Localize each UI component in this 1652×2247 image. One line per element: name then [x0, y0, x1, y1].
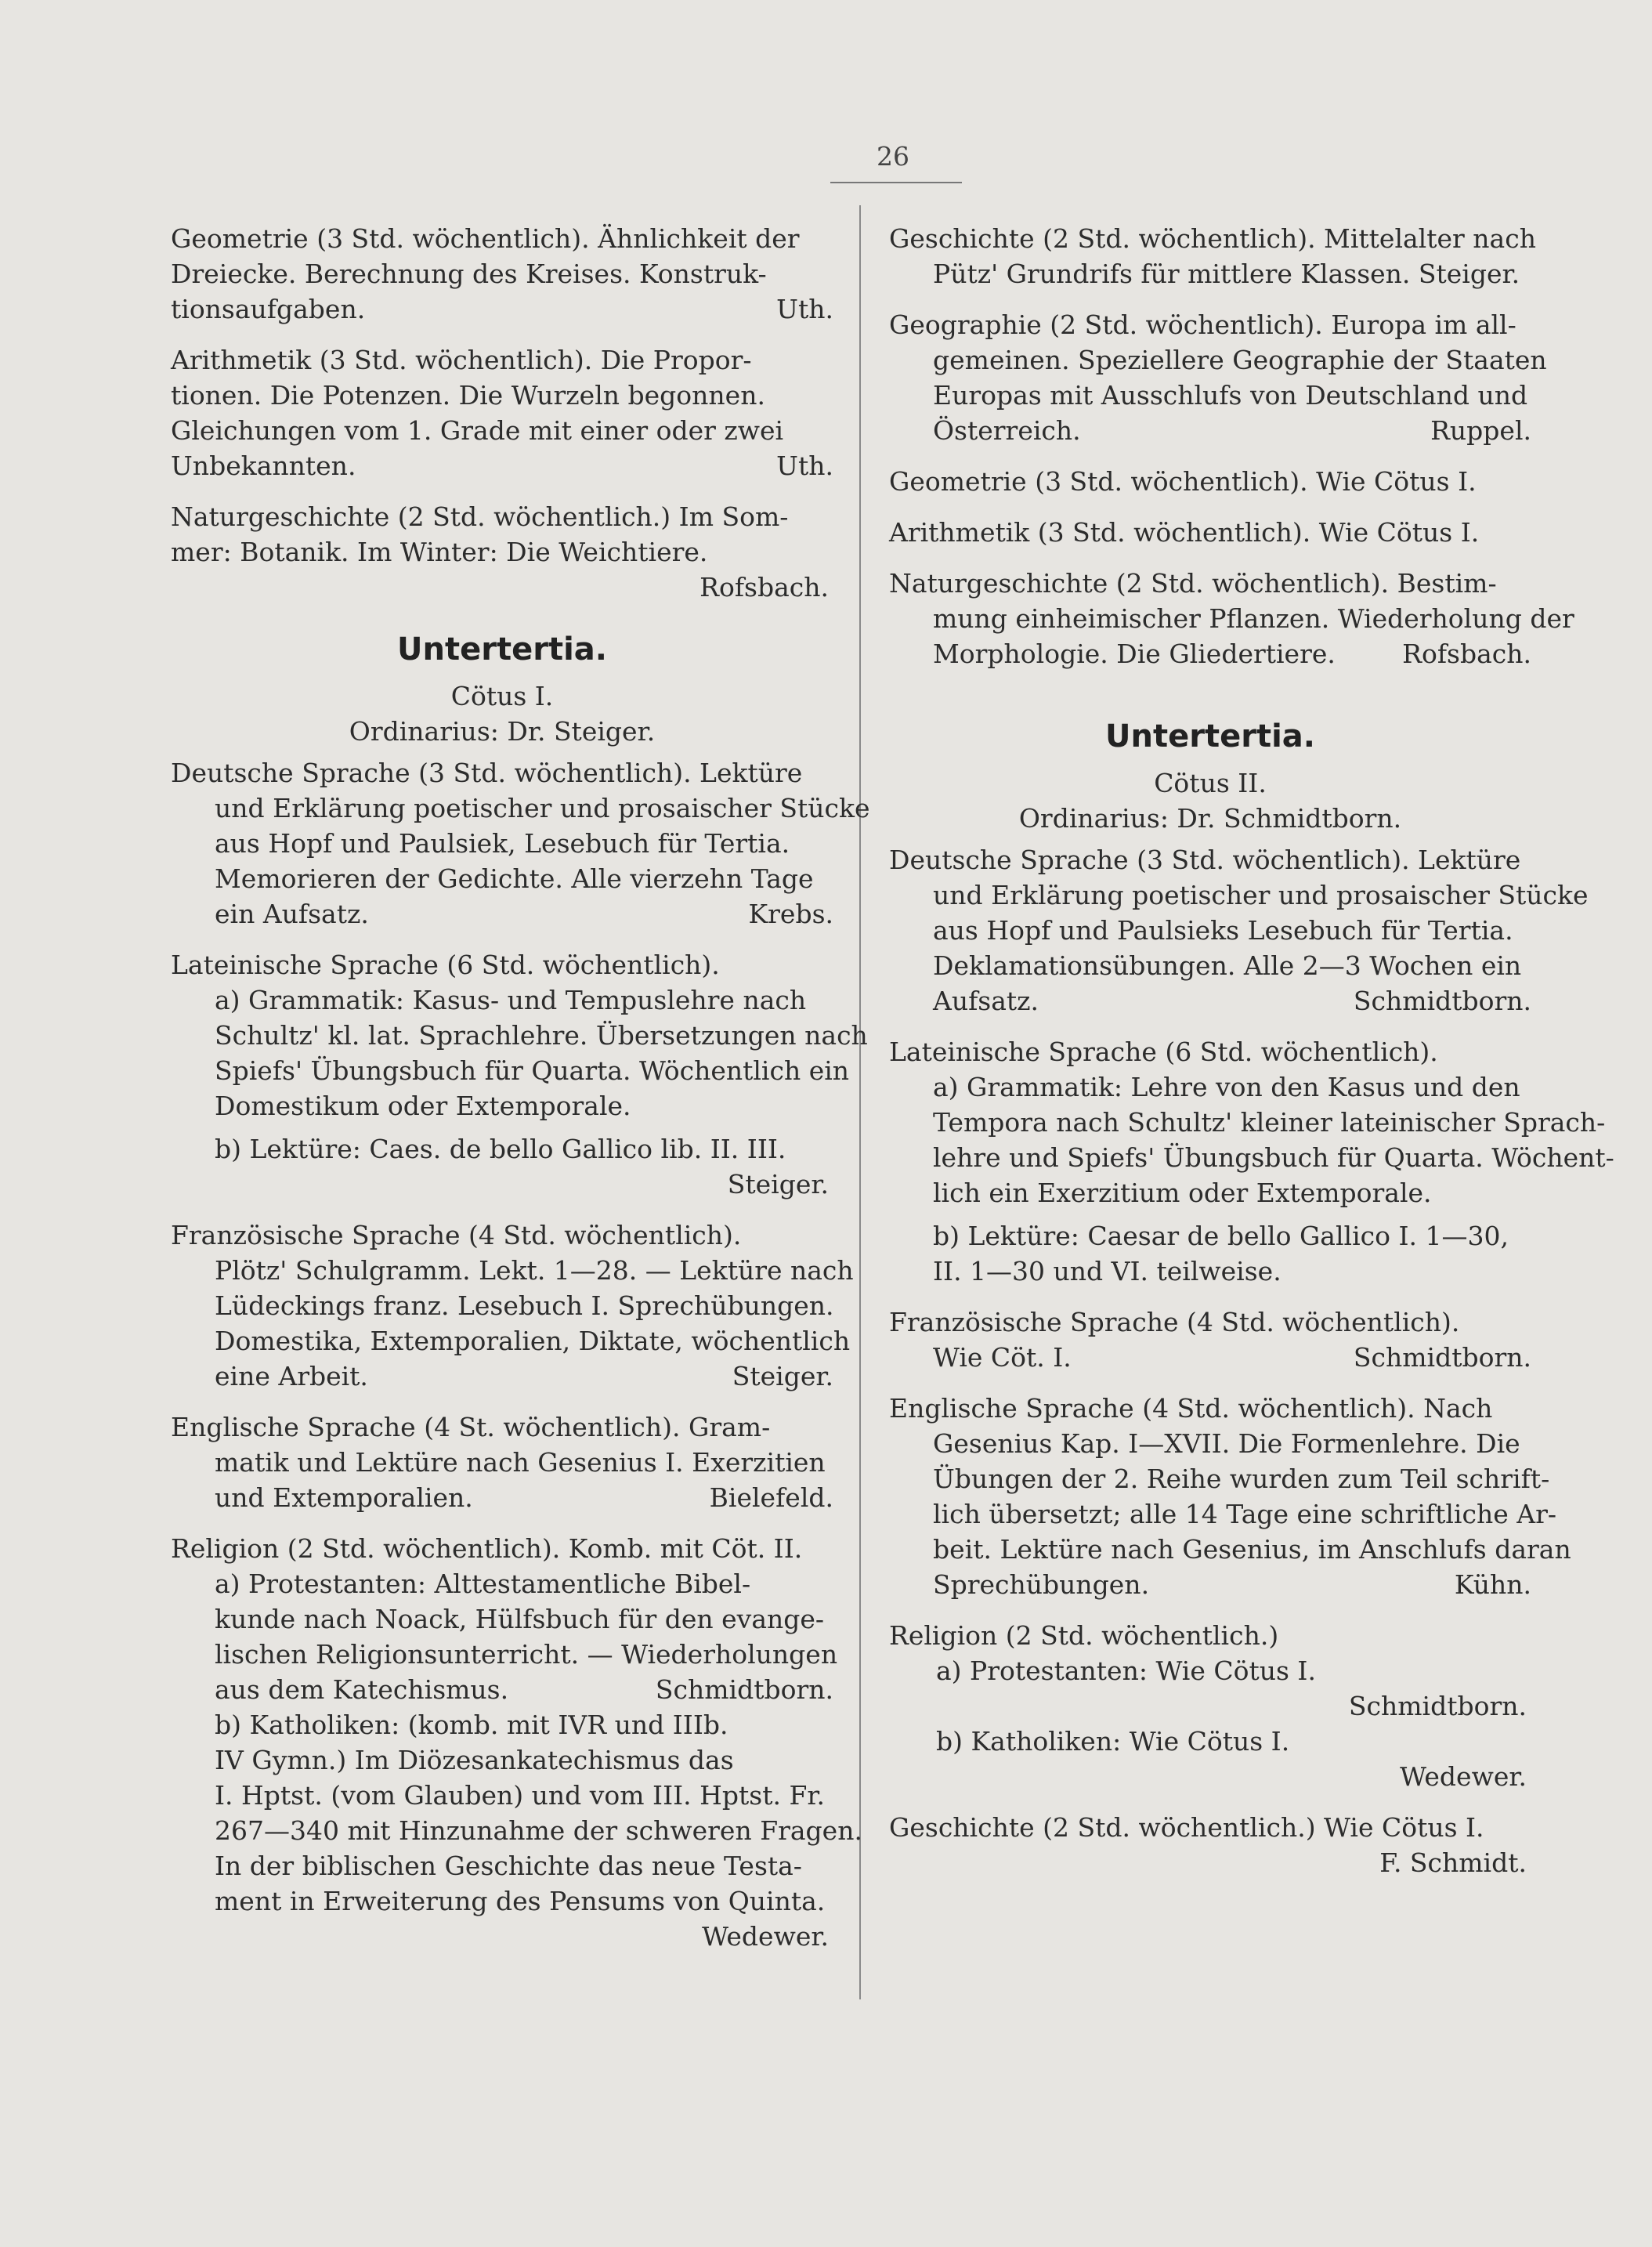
teacher-name: Rofsbach. — [699, 572, 829, 602]
right-geschichte2-entry: Geschichte (2 Std. wöchentlich.) Wie Cötus I. F. Schmidt. — [889, 1810, 1531, 1880]
coetus-label: Cötus II. — [1154, 768, 1267, 798]
right-religion-entry: Religion (2 Std. wöchentlich.) a) Protestanten: Wie Cötus I. Schmidtborn. b) Katholiken: Wie Cötus I. Wedewer. — [889, 1618, 1531, 1794]
section-title: Untertertia. — [397, 631, 607, 668]
page-number-rule — [830, 182, 962, 183]
left-naturgeschichte-entry: Naturgeschichte (2 Std. wöchentlich.) Im Som- mer: Botanik. Im Winter: Die Weichtiere. Rofsbach. — [171, 499, 833, 605]
left-religion-entry: Religion (2 Std. wöchentlich). Komb. mit Cöt. II. a) Protestanten: Alttestamentliche Bibel- kunde nach Noack, Hülfsbuch für den evange- lischen Religionsunterricht. — Wiederholungen aus dem Katechismus. Schmidtborn. b) Katholiken: (komb. mit IVR und IIIb. IV Gymn.) Im Diözesankatechismus das I. Hptst. (vom Glauben) und vom III. Hptst. Fr. 267—340 mit Hinzunahme der schweren Fragen. In der biblischen Geschichte das neue Testa- ment in Erweiterung des Pensums von Quinta. Wedewer. — [171, 1531, 833, 1954]
right-franzoesisch-entry: Französische Sprache (4 Std. wöchentlich). Wie Cöt. I. Schmidtborn. — [889, 1304, 1531, 1375]
right-geographie-entry: Geographie (2 Std. wöchentlich). Europa im all- gemeinen. Speziellere Geographie der Staaten Europas mit Ausschlufs von Deutschland und Österreich. Ruppel. — [889, 307, 1531, 448]
teacher-name: Uth. — [776, 450, 833, 481]
left-geometrie-entry: Geometrie (3 Std. wöchentlich). Ähnlichkeit der Dreiecke. Berechnung des Kreises. Konstruk- tionsaufgaben. Uth. — [171, 221, 833, 327]
teacher-name: Steiger. — [1418, 259, 1520, 289]
teacher-name: Steiger. — [727, 1169, 829, 1199]
teacher-name: Wedewer. — [702, 1921, 829, 1952]
right-column — [889, 221, 1614, 1896]
page-number: 26 — [877, 141, 909, 172]
right-geschichte-entry: Geschichte (2 Std. wöchentlich). Mittelalter nach Pütz' Grundrifs für mittlere Klassen. Steiger. — [889, 223, 1536, 289]
right-deutsch-entry: Deutsche Sprache (3 Std. wöchentlich). Lektüre und Erklärung poetischer und prosaischer Stücke aus Hopf und Paulsieks Lesebuch für Tertia. Deklamationsübungen. Alle 2—3 Wochen ein Aufsatz. Schmidtborn. — [889, 842, 1531, 1019]
right-geometrie-entry: Geometrie (3 Std. wöchentlich). Wie Cötus I. — [889, 466, 1477, 497]
teacher-name: Rofsbach. — [1402, 639, 1531, 669]
teacher-name: Wedewer. — [1400, 1761, 1527, 1792]
column-divider — [859, 205, 861, 1999]
teacher-name: Uth. — [776, 294, 833, 324]
left-arithmetik-entry: Arithmetik (3 Std. wöchentlich). Die Propor- tionen. Die Potenzen. Die Wurzeln begonnen. Gleichungen vom 1. Grade mit einer oder zwei Unbekannten. Uth. — [171, 342, 833, 483]
teacher-name: Schmidtborn. — [1353, 986, 1531, 1016]
left-franzoesisch-entry: Französische Sprache (4 Std. wöchentlich). Plötz' Schulgramm. Lekt. 1—28. — Lektüre nach Lüdeckings franz. Lesebuch I. Sprechübungen. Domestika, Extemporalien, Diktate, wöchentlich eine Arbeit. Steiger. — [171, 1218, 833, 1394]
teacher-name: Ruppel. — [1430, 415, 1531, 446]
left-englisch-entry: Englische Sprache (4 St. wöchentlich). Gram- matik und Lektüre nach Gesenius I. Exerzitien und Extemporalien. Bielefeld. — [171, 1409, 833, 1515]
ordinarius-line: Ordinarius: Dr. Schmidtborn. — [1018, 803, 1402, 834]
teacher-name: Steiger. — [732, 1361, 833, 1391]
teacher-name: Schmidtborn. — [655, 1674, 833, 1705]
left-latein-entry: Lateinische Sprache (6 Std. wöchentlich). a) Grammatik: Kasus- und Tempuslehre nach Schultz' kl. lat. Sprachlehre. Übersetzungen nach Spiefs' Übungsbuch für Quarta. Wöchentlich ein Domestikum oder Extemporale. b) Lektüre: Caes. de bello Gallico lib. II. III. Steiger. — [171, 947, 833, 1202]
teacher-name: Bielefeld. — [709, 1482, 833, 1513]
right-englisch-entry: Englische Sprache (4 Std. wöchentlich). Nach Gesenius Kap. I—XVII. Die Formenlehre. Die Übungen der 2. Reihe wurden zum Teil schrift- lich übersetzt; alle 14 Tage eine schriftliche Ar- beit. Lektüre nach Gesenius, im Anschlufs daran Sprechübungen. Kühn. — [889, 1391, 1531, 1602]
right-latein-entry: Lateinische Sprache (6 Std. wöchentlich). a) Grammatik: Lehre von den Kasus und den Tempora nach Schultz' kleiner lateinischer Sprach- lehre und Spiefs' Übungsbuch für Quarta. Wöchent- lich ein Exerzitium oder Extemporale. b) Lektüre: Caesar de bello Gallico I. 1—30, II. 1—30 und VI. teilweise. — [889, 1037, 1614, 1286]
section-title: Untertertia. — [1105, 718, 1315, 754]
teacher-name: F. Schmidt. — [1379, 1847, 1527, 1878]
teacher-name: Schmidtborn. — [1353, 1342, 1531, 1373]
ordinarius-line: Ordinarius: Dr. Steiger. — [349, 716, 656, 747]
teacher-name: Krebs. — [748, 899, 833, 929]
left-column — [171, 221, 870, 1970]
teacher-name: Kühn. — [1454, 1569, 1531, 1600]
teacher-name: Schmidtborn. — [1348, 1691, 1527, 1721]
right-naturgeschichte-entry: Naturgeschichte (2 Std. wöchentlich). Bestim- mung einheimischer Pflanzen. Wiederholung der Morphologie. Die Gliedertiere. Rofsbach. — [889, 566, 1531, 671]
right-arithmetik-entry: Arithmetik (3 Std. wöchentlich). Wie Cötus I. — [889, 517, 1480, 548]
coetus-label: Cötus I. — [450, 681, 554, 711]
left-deutsch-entry: Deutsche Sprache (3 Std. wöchentlich). Lektüre und Erklärung poetischer und prosaischer Stücke aus Hopf und Paulsiek, Lesebuch für Tertia. Memorieren der Gedichte. Alle vierzehn Tage ein Aufsatz. Krebs. — [171, 755, 833, 932]
